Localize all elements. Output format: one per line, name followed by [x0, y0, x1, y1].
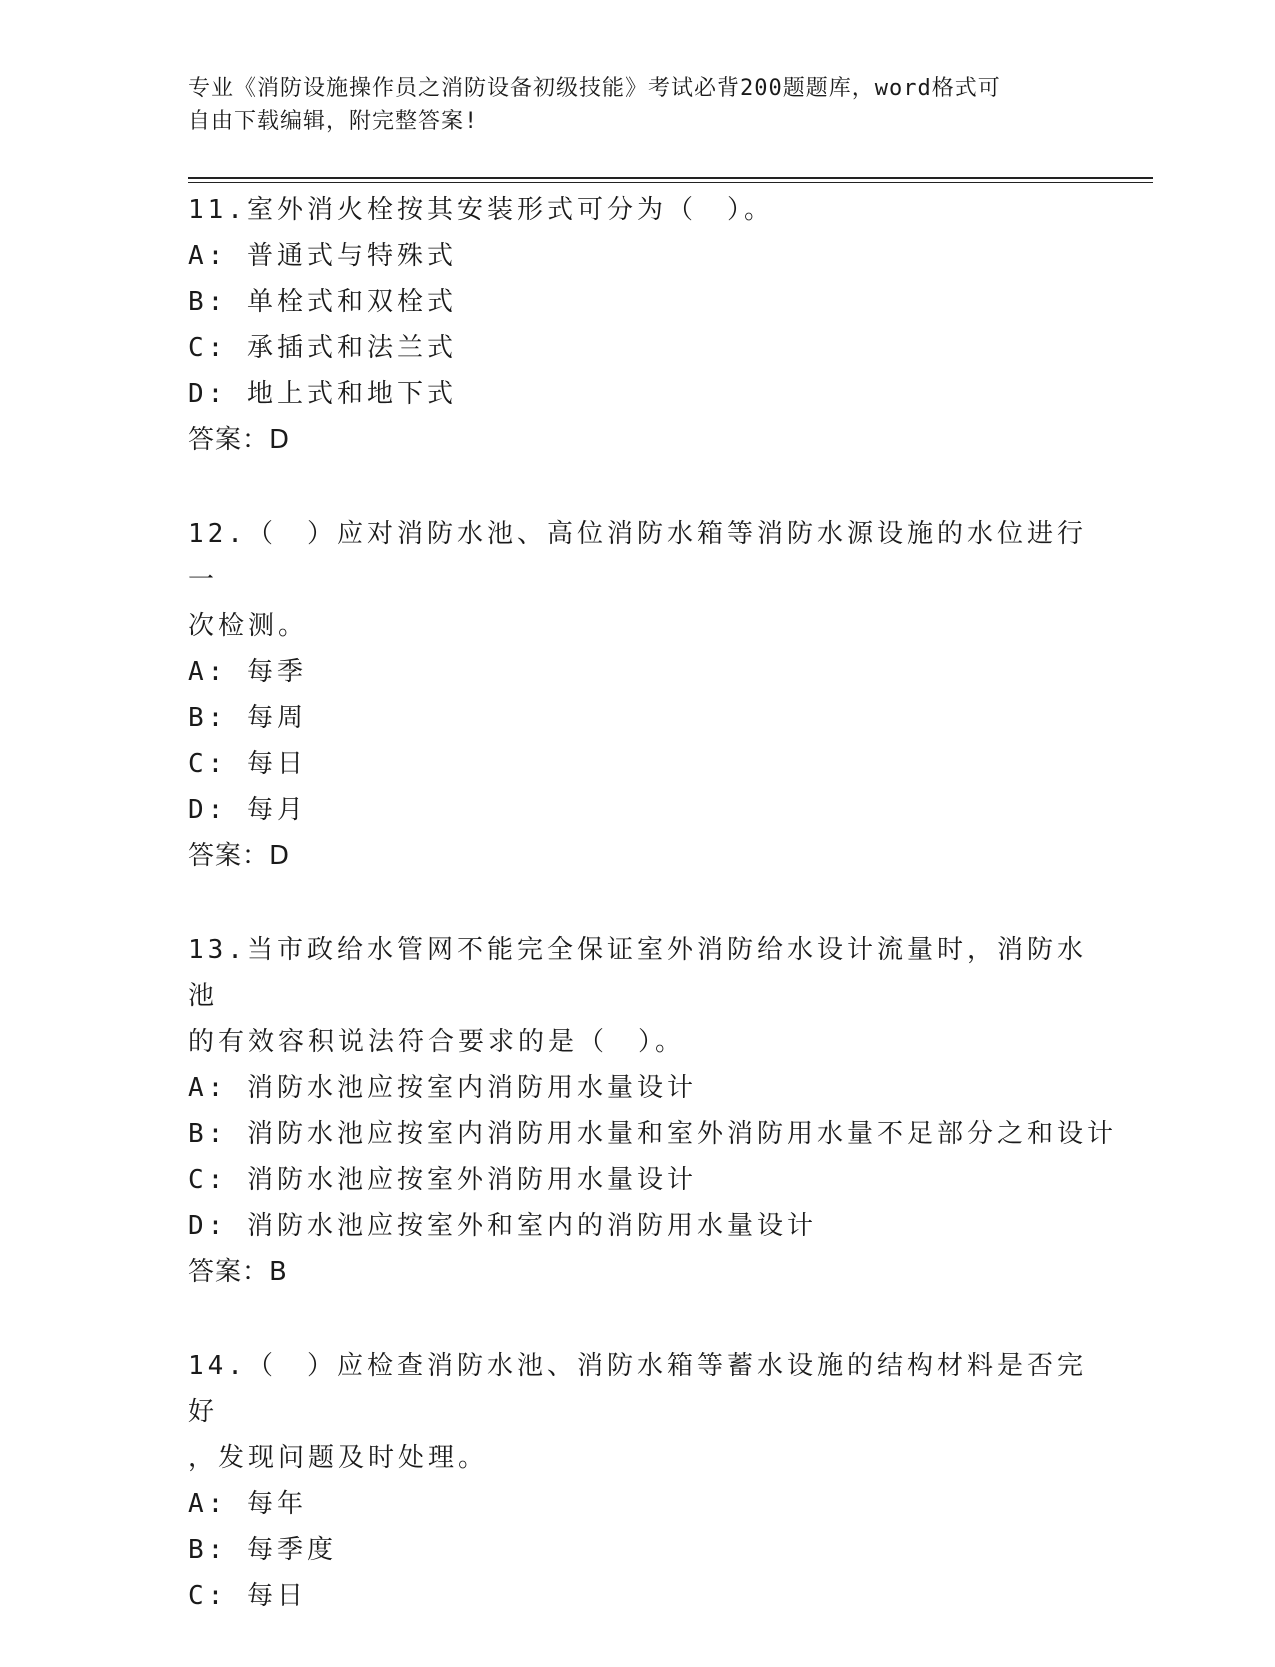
- option-c: C: 消防水池应按室外消防用水量设计: [188, 1165, 697, 1195]
- question-list: [188, 187, 1117, 1667]
- header-divider-thin: [188, 182, 1153, 183]
- option-d: D: 地上式和地下式: [188, 379, 457, 409]
- option-a: A: 每年: [188, 1489, 307, 1519]
- header-divider-thick: [188, 177, 1153, 179]
- option-c: C: 每日: [188, 1581, 307, 1611]
- option-b: B: 消防水池应按室内消防用水量和室外消防用水量不足部分之和设计: [188, 1119, 1117, 1149]
- answer-label: 答案：B: [188, 1257, 288, 1287]
- question-stem: 12.（ ）应对消防水池、高位消防水箱等消防水源设施的水位进行一: [188, 519, 1087, 595]
- option-b: B: 单栓式和双栓式: [188, 287, 457, 317]
- question-stem-continued: ，发现问题及时处理。: [188, 1443, 489, 1473]
- option-c: C: 每日: [188, 749, 307, 779]
- option-d: D: 消防水池应按室外和室内的消防用水量设计: [188, 1211, 817, 1241]
- document-header: [188, 72, 1068, 138]
- answer-label: 答案：D: [188, 425, 291, 455]
- question-stem: 14.（ ）应检查消防水池、消防水箱等蓄水设施的结构材料是否完好: [188, 1351, 1087, 1427]
- option-d: D: 每月: [188, 795, 307, 825]
- option-c: C: 承插式和法兰式: [188, 333, 457, 363]
- question-stem-continued: 的有效容积说法符合要求的是（ ）。: [188, 1027, 686, 1057]
- question-11: [188, 187, 1088, 463]
- option-a: A: 每季: [188, 657, 307, 687]
- question-14: [188, 1343, 1088, 1619]
- option-b: B: 每季度: [188, 1535, 337, 1565]
- question-stem: 11.室外消火栓按其安装形式可分为（ ）。: [188, 195, 774, 225]
- option-a: A: 普通式与特殊式: [188, 241, 457, 271]
- header-line-2: 自由下载编辑，附完整答案!: [188, 109, 479, 134]
- question-stem-continued: 次检测。: [188, 611, 309, 641]
- option-b: B: 每周: [188, 703, 307, 733]
- question-12: [188, 511, 1088, 879]
- header-line-1: 专业《消防设施操作员之消防设备初级技能》考试必背200题题库，word格式可: [188, 76, 1001, 101]
- question-stem: 13.当市政给水管网不能完全保证室外消防给水设计流量时，消防水池: [188, 935, 1087, 1011]
- answer-label: 答案：D: [188, 841, 291, 871]
- option-a: A: 消防水池应按室内消防用水量设计: [188, 1073, 697, 1103]
- question-13: [188, 927, 1117, 1295]
